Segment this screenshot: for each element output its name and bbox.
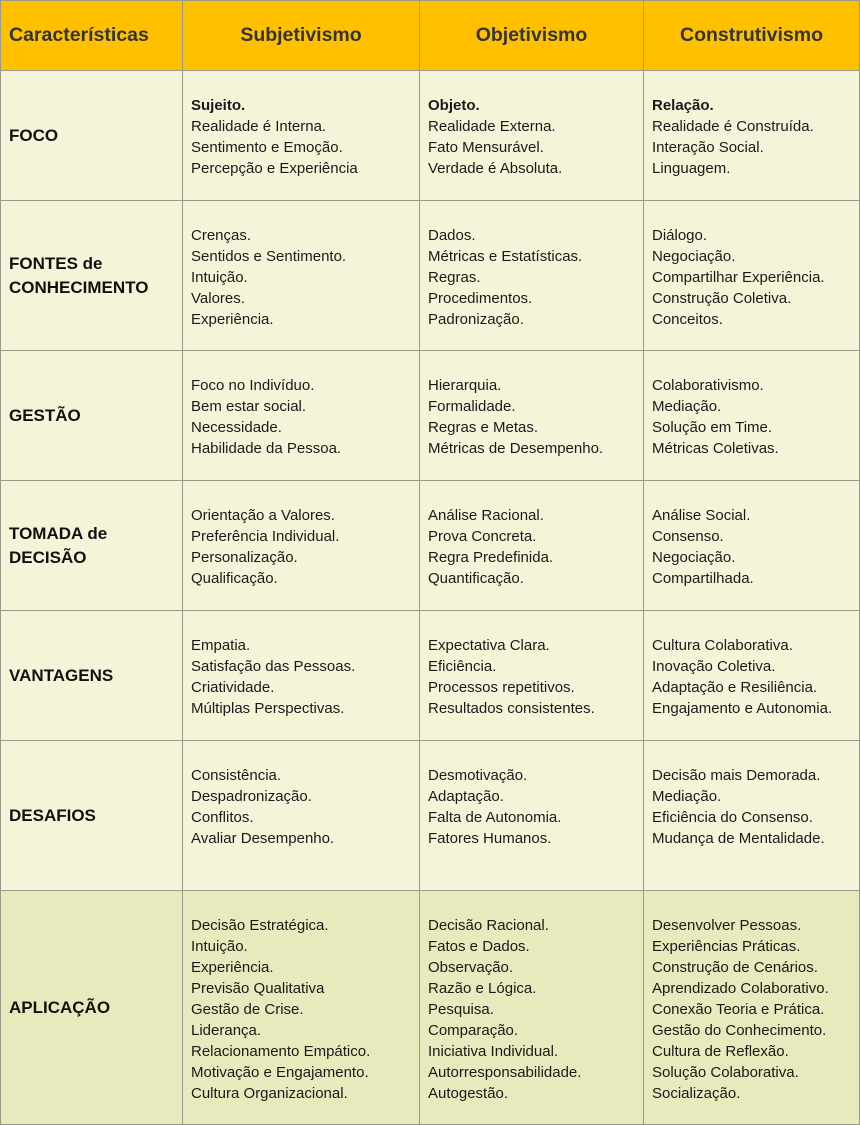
cell-vantagens-subjetivismo [183, 611, 420, 741]
header-subjetivismo: Subjetivismo [183, 1, 420, 71]
cell-line: Cultura de Reflexão. [652, 1043, 789, 1060]
cell-line: Regras e Metas. [428, 419, 539, 436]
cell-line: Solução Colaborativa. [652, 1064, 799, 1081]
cell-line: Pesquisa. [428, 1001, 494, 1018]
cell-line: Decisão mais Demorada. [652, 767, 821, 784]
table-row-desafios [1, 741, 860, 891]
cell-line: Padronização. [428, 311, 524, 328]
cell-line: Foco no Indivíduo. [191, 377, 315, 394]
row-label-desafios: DESAFIOS [1, 741, 183, 891]
cell-line: Previsão Qualitativa [191, 980, 325, 997]
cell-line: Cultura Colaborativa. [652, 637, 793, 654]
table-row-aplicacao [1, 891, 860, 1125]
cell-line: Qualificação. [191, 570, 278, 587]
cell-gestao-objetivismo [420, 351, 644, 481]
cell-line: Desmotivação. [428, 767, 528, 784]
cell-line: Motivação e Engajamento. [191, 1064, 369, 1081]
cell-line: Quantificação. [428, 570, 524, 587]
cell-line: Bem estar social. [191, 398, 307, 415]
header-caracteristicas: Características [1, 1, 183, 71]
cell-line: Mediação. [652, 788, 722, 805]
cell-line: Sentimento e Emoção. [191, 139, 343, 156]
cell-aplicacao-construtivismo [644, 891, 860, 1125]
cell-title: Sujeito. [191, 97, 246, 114]
cell-line: Habilidade da Pessoa. [191, 440, 342, 457]
cell-line: Despadronização. [191, 788, 312, 805]
cell-vantagens-objetivismo [420, 611, 644, 741]
cell-line: Sentidos e Sentimento. [191, 248, 347, 265]
table-row-foco [1, 71, 860, 201]
cell-line: Autogestão. [428, 1085, 509, 1102]
cell-line: Adaptação. [428, 788, 504, 805]
cell-line: Decisão Estratégica. [191, 917, 329, 934]
cell-line: Gestão de Crise. [191, 1001, 304, 1018]
row-label-fontes-de-conhecimento: FONTES de CONHECIMENTO [1, 201, 183, 351]
cell-line: Autorresponsabilidade. [428, 1064, 582, 1081]
cell-line: Hierarquia. [428, 377, 502, 394]
cell-line: Gestão do Conhecimento. [652, 1022, 827, 1039]
cell-line: Empatia. [191, 637, 251, 654]
cell-tomada-de-decisao-objetivismo [420, 481, 644, 611]
cell-desafios-subjetivismo [183, 741, 420, 891]
cell-line: Solução em Time. [652, 419, 773, 436]
cell-foco-objetivismo [420, 71, 644, 201]
cell-line: Dados. [428, 227, 476, 244]
row-label-vantagens: VANTAGENS [1, 611, 183, 741]
cell-line: Eficiência. [428, 658, 497, 675]
cell-line: Liderança. [191, 1022, 262, 1039]
cell-line: Adaptação e Resiliência. [652, 679, 818, 696]
cell-line: Intuição. [191, 938, 248, 955]
cell-line: Processos repetitivos. [428, 679, 575, 696]
cell-line: Conceitos. [652, 311, 723, 328]
cell-line: Compartilhada. [652, 570, 754, 587]
cell-line: Valores. [191, 290, 245, 307]
cell-gestao-subjetivismo [183, 351, 420, 481]
cell-line: Comparação. [428, 1022, 519, 1039]
cell-title: Relação. [652, 97, 714, 114]
cell-line: Fatores Humanos. [428, 830, 552, 847]
cell-line: Negociação. [652, 248, 736, 265]
cell-line: Linguagem. [652, 160, 731, 177]
cell-line: Avaliar Desempenho. [191, 830, 335, 847]
cell-line: Observação. [428, 959, 514, 976]
cell-line: Engajamento e Autonomia. [652, 700, 833, 717]
cell-line: Crenças. [191, 227, 252, 244]
row-label-foco: FOCO [1, 71, 183, 201]
row-label-tomada-de-decisao: TOMADA de DECISÃO [1, 481, 183, 611]
cell-line: Diálogo. [652, 227, 708, 244]
cell-line: Consenso. [652, 528, 724, 545]
table-row-fontes-de-conhecimento [1, 201, 860, 351]
cell-desafios-objetivismo [420, 741, 644, 891]
cell-desafios-construtivismo [644, 741, 860, 891]
cell-line: Procedimentos. [428, 290, 533, 307]
cell-line: Métricas Coletivas. [652, 440, 779, 457]
header-objetivismo: Objetivismo [420, 1, 644, 71]
cell-title: Objeto. [428, 97, 480, 114]
cell-line: Análise Social. [652, 507, 751, 524]
cell-vantagens-construtivismo [644, 611, 860, 741]
cell-line: Negociação. [652, 549, 736, 566]
cell-line: Cultura Organizacional. [191, 1085, 348, 1102]
cell-line: Consistência. [191, 767, 282, 784]
cell-line: Resultados consistentes. [428, 700, 595, 717]
cell-line: Socialização. [652, 1085, 741, 1102]
cell-line: Realidade Externa. [428, 118, 556, 135]
cell-line: Colaborativismo. [652, 377, 764, 394]
cell-line: Orientação a Valores. [191, 507, 335, 524]
cell-line: Razão e Lógica. [428, 980, 537, 997]
row-label-gestao: GESTÃO [1, 351, 183, 481]
cell-line: Realidade é Construída. [652, 118, 814, 135]
cell-foco-construtivismo [644, 71, 860, 201]
cell-line: Conexão Teoria e Prática. [652, 1001, 825, 1018]
cell-line: Preferência Individual. [191, 528, 340, 545]
cell-line: Necessidade. [191, 419, 282, 436]
cell-line: Intuição. [191, 269, 248, 286]
cell-line: Formalidade. [428, 398, 516, 415]
cell-line: Criatividade. [191, 679, 275, 696]
cell-line: Verdade é Absoluta. [428, 160, 563, 177]
cell-line: Interação Social. [652, 139, 764, 156]
cell-line: Prova Concreta. [428, 528, 537, 545]
cell-line: Regra Predefinida. [428, 549, 554, 566]
cell-line: Aprendizado Colaborativo. [652, 980, 829, 997]
cell-tomada-de-decisao-subjetivismo [183, 481, 420, 611]
cell-line: Expectativa Clara. [428, 637, 550, 654]
cell-line: Experiência. [191, 959, 274, 976]
cell-fontes-de-conhecimento-construtivismo [644, 201, 860, 351]
cell-line: Análise Racional. [428, 507, 544, 524]
cell-gestao-construtivismo [644, 351, 860, 481]
cell-line: Mudança de Mentalidade. [652, 830, 825, 847]
cell-line: Regras. [428, 269, 481, 286]
cell-line: Percepção e Experiência [191, 160, 358, 177]
cell-tomada-de-decisao-construtivismo [644, 481, 860, 611]
cell-line: Falta de Autonomia. [428, 809, 562, 826]
header-row [1, 1, 860, 71]
table-row-gestao [1, 351, 860, 481]
cell-line: Personalização. [191, 549, 298, 566]
row-label-aplicacao: APLICAÇÃO [1, 891, 183, 1125]
cell-line: Fato Mensurável. [428, 139, 544, 156]
cell-line: Inovação Coletiva. [652, 658, 776, 675]
cell-line: Construção de Cenários. [652, 959, 818, 976]
header-construtivismo: Construtivismo [644, 1, 860, 71]
cell-line: Relacionamento Empático. [191, 1043, 371, 1060]
cell-aplicacao-objetivismo [420, 891, 644, 1125]
cell-fontes-de-conhecimento-objetivismo [420, 201, 644, 351]
cell-line: Satisfação das Pessoas. [191, 658, 356, 675]
table-row-vantagens [1, 611, 860, 741]
cell-line: Experiências Práticas. [652, 938, 801, 955]
cell-foco-subjetivismo [183, 71, 420, 201]
table-row-tomada-de-decisao [1, 481, 860, 611]
cell-line: Construção Coletiva. [652, 290, 792, 307]
cell-fontes-de-conhecimento-subjetivismo [183, 201, 420, 351]
cell-line: Mediação. [652, 398, 722, 415]
cell-aplicacao-subjetivismo [183, 891, 420, 1125]
cell-line: Desenvolver Pessoas. [652, 917, 802, 934]
cell-line: Iniciativa Individual. [428, 1043, 559, 1060]
cell-line: Realidade é Interna. [191, 118, 327, 135]
cell-line: Experiência. [191, 311, 274, 328]
cell-line: Fatos e Dados. [428, 938, 530, 955]
cell-line: Múltiplas Perspectivas. [191, 700, 345, 717]
cell-line: Compartilhar Experiência. [652, 269, 825, 286]
cell-line: Eficiência do Consenso. [652, 809, 813, 826]
cell-line: Conflitos. [191, 809, 254, 826]
cell-line: Métricas de Desempenho. [428, 440, 604, 457]
cell-line: Decisão Racional. [428, 917, 549, 934]
cell-line: Métricas e Estatísticas. [428, 248, 583, 265]
